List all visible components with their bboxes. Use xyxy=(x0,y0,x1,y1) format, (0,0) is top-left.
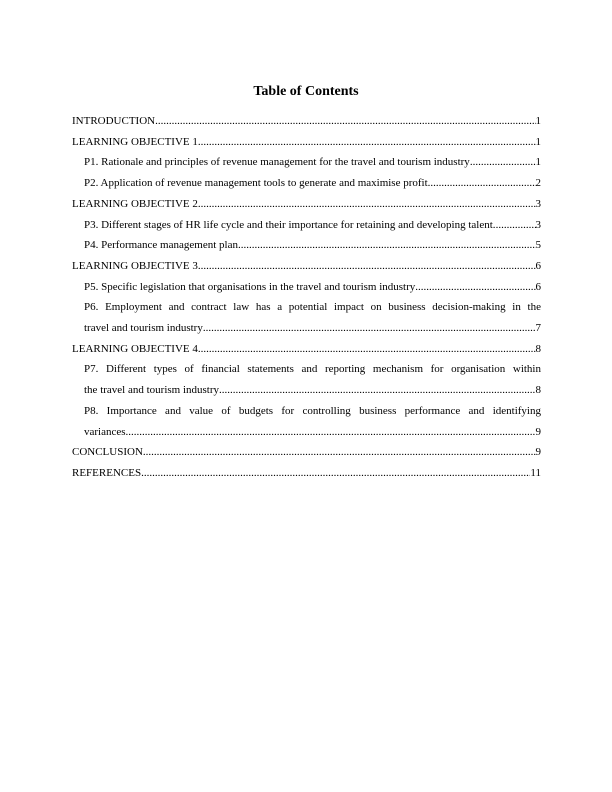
toc-entry-text-line1: P6. Employment and contract law has a potential impact on business decision-making in the xyxy=(84,301,541,314)
toc-entry-p4[interactable] xyxy=(72,235,541,256)
toc-entry-introduction[interactable] xyxy=(72,111,541,132)
toc-entry-text: LEARNING OBJECTIVE 3 xyxy=(72,259,198,272)
toc-page-number: 3 xyxy=(535,218,541,231)
toc-page-number: 9 xyxy=(535,446,541,459)
toc-entry-text: P1. Rationale and principles of revenue management for the travel and tourism industry xyxy=(84,156,470,169)
toc-page-number: 7 xyxy=(535,322,541,335)
toc-entry-text: LEARNING OBJECTIVE 1 xyxy=(72,135,198,148)
dot-leader xyxy=(198,256,536,277)
toc-entry-learning-objective-1[interactable] xyxy=(72,132,541,153)
toc-page-number: 9 xyxy=(535,425,541,438)
toc-entry-text: REFERENCES xyxy=(72,466,142,479)
dot-leader xyxy=(203,318,536,339)
toc-entry-learning-objective-4[interactable] xyxy=(72,339,541,360)
toc-entry-text: CONCLUSION xyxy=(72,446,143,459)
toc-entry-text-line1: P7. Different types of financial statements and reporting mechanism for organisation within xyxy=(84,363,541,376)
dot-leader xyxy=(126,422,536,443)
toc-entry-text: P3. Different stages of HR life cycle and their importance for retaining and developing talent. xyxy=(84,218,496,231)
toc-entry-text: LEARNING OBJECTIVE 2 xyxy=(72,197,198,210)
dot-leader xyxy=(198,339,536,360)
toc-entry-p6[interactable] xyxy=(72,297,541,338)
dot-leader xyxy=(143,442,536,463)
toc-entry-text: P4. Performance management plan xyxy=(84,239,238,252)
toc-page-number: 1 xyxy=(535,156,541,169)
toc-entry-learning-objective-2[interactable] xyxy=(72,194,541,215)
toc-entry-p1[interactable] xyxy=(72,152,541,173)
toc-page-number: 11 xyxy=(530,466,541,479)
toc-page-number: 8 xyxy=(535,384,541,397)
toc-entry-text-line1: P8. Importance and value of budgets for controlling business performance and identifying xyxy=(84,404,541,417)
toc-page-number: 1 xyxy=(535,135,541,148)
toc-entry-p3[interactable] xyxy=(72,215,541,236)
toc-entry-text-line2: the travel and tourism industry xyxy=(84,384,220,397)
toc-page-number: 3 xyxy=(535,197,541,210)
toc-entry-text: P5. Specific legislation that organisations in the travel and tourism industry xyxy=(84,280,416,293)
toc-entry-learning-objective-3[interactable] xyxy=(72,256,541,277)
dot-leader xyxy=(198,194,536,215)
dot-leader xyxy=(496,215,536,236)
toc-entry-p7[interactable] xyxy=(72,359,541,400)
dot-leader xyxy=(198,132,536,153)
table-of-contents xyxy=(72,111,541,484)
toc-page-number: 8 xyxy=(535,342,541,355)
toc-page-number: 6 xyxy=(535,280,541,293)
dot-leader xyxy=(155,111,535,132)
toc-entry-p8[interactable] xyxy=(72,401,541,442)
dot-leader xyxy=(415,277,535,298)
dot-leader xyxy=(428,173,536,194)
toc-page-number: 2 xyxy=(535,177,541,190)
toc-entry-text-line2: variances xyxy=(84,425,126,438)
dot-leader xyxy=(141,463,530,484)
toc-entry-p5[interactable] xyxy=(72,277,541,298)
toc-entry-p2[interactable] xyxy=(72,173,541,194)
toc-title: Table of Contents xyxy=(253,84,359,99)
toc-entry-text: P2. Application of revenue management tools to generate and maximise profit xyxy=(84,177,428,190)
toc-entry-text-line2: travel and tourism industry xyxy=(84,322,203,335)
dot-leader xyxy=(470,152,536,173)
toc-page-number: 1 xyxy=(535,115,541,127)
toc-page-number: 6 xyxy=(535,259,541,272)
toc-entry-text: INTRODUCTION xyxy=(72,115,156,127)
toc-entry-text: LEARNING OBJECTIVE 4 xyxy=(72,342,198,355)
toc-page-number: 5 xyxy=(535,239,541,252)
toc-entry-references[interactable] xyxy=(72,463,541,484)
dot-leader xyxy=(219,380,535,401)
dot-leader xyxy=(238,235,536,256)
toc-entry-conclusion[interactable] xyxy=(72,442,541,463)
